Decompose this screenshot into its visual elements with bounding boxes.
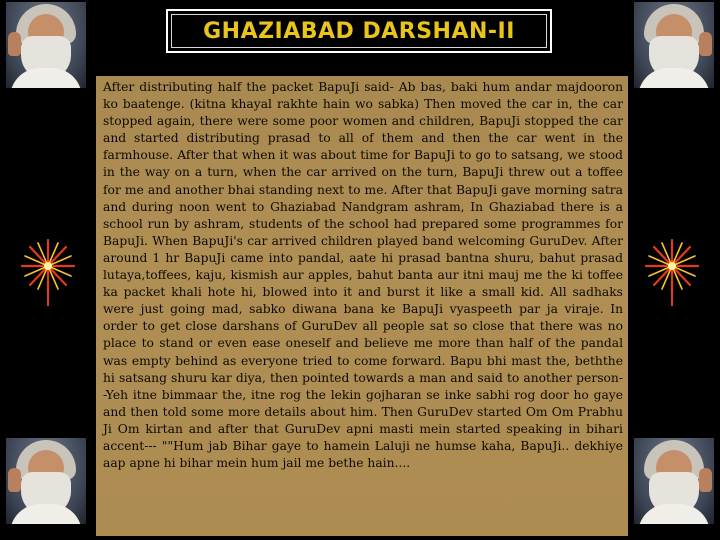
- title-box: [166, 9, 552, 53]
- page-title: GHAZIABAD DARSHAN-II: [203, 18, 515, 44]
- guru-portrait-top-left: [6, 2, 86, 88]
- firework-icon-right: [640, 236, 704, 306]
- firework-icon-left: [16, 236, 80, 306]
- guru-portrait-bottom-right: [634, 438, 714, 524]
- guru-portrait-bottom-left: [6, 438, 86, 524]
- body-text: After distributing half the packet BapuJi said- Ab bas, baki hum andar majdooron ko baatenge. (kitna khayal rakhte hain wo sabka) Then moved the car in, the car stopped again, there were some poor women and children, BapuJi stopped the car and started distributing prasad to all of them and then the car went in the farmhouse. After that when it was about time for BapuJi to go to satsang, we stood in the way on a turn, when the car arrived on the turn, BapuJi threw out a toffee for me and another bhai standing next to me. After that BapuJi gave morning satra and during noon went to Ghaziabad Nandgram ashram, In Ghaziabad there is a school run by ashram, students of the school had prepared some programmes for BapuJi. When BapuJi's car arrived children played band welcoming GuruDev. After around 1 hr BapuJi came into pandal, aate hi prasad bantna shuru, bahut prasad lutaya,toffees, kaju, kismish aur apples, bahut banta aur itni mauj me the ki toffee ka packet khali hote hi, blowed into it and burst it like a small kid. All sadhaks were just going mad, sabko diwana bana ke BapuJi vyaspeeth par ja viraje. In order to get close darshans of GuruDev all people sat so close that there was no place to stand or even ease oneself and believe me more than half of the pandal was empty behind as everyone tried to come forward. Bapu bhi mast the, beththe hi satsang shuru kar diya, then pointed towards a man and said to another person--Yeh itne bimmaar the, itne rog the lekin gojharan se inke sabhi rog door ho gaye and then told some more details about him. Then GuruDev started Om Om Prabhu Ji Om kirtan and after that GuruDev apni masti mein started speaking in bihari accent--- ""Hum jab Bihar gaye to hamein Laluji ne humse kaha, BapuJi.. dekhiye aap apne hi bihar mein hum jail me bethe hain....: [103, 80, 623, 471]
- guru-portrait-top-right: [634, 2, 714, 88]
